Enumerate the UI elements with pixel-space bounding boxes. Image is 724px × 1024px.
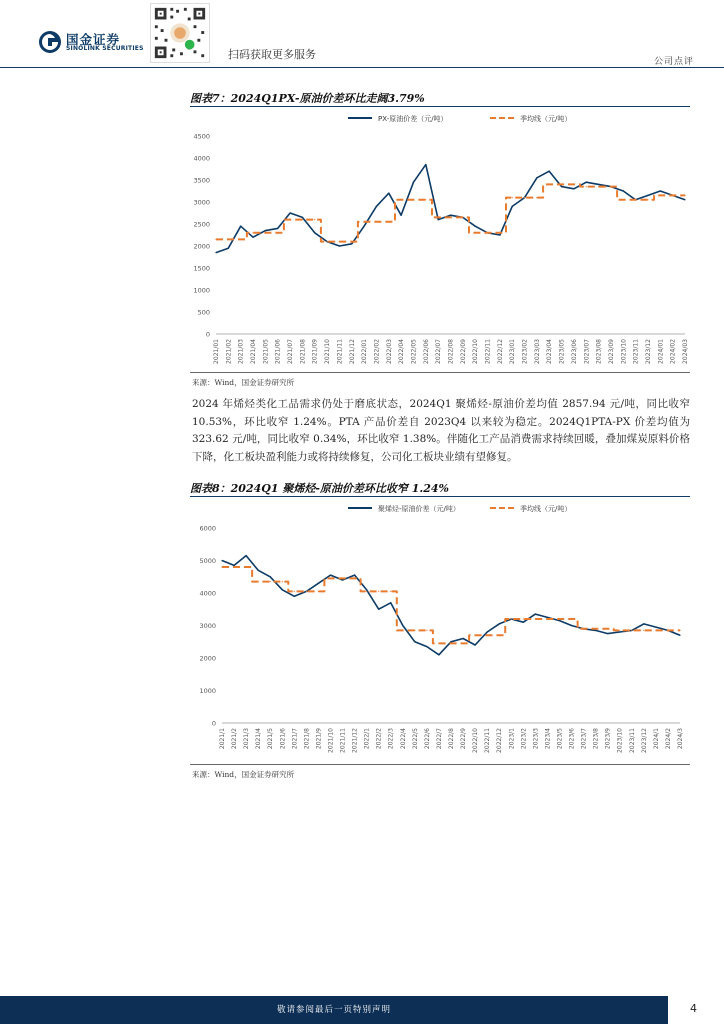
chart0-series-0-point (364, 226, 365, 227)
chart0-series-0-point (290, 212, 291, 213)
x-tick-label: 2022/09 (459, 339, 467, 364)
x-tick-label: 2024/2 (664, 728, 672, 750)
y-tick-label: 1500 (193, 264, 210, 273)
chart1-series-0-point (318, 583, 319, 584)
chart1-series-0-point (366, 589, 367, 590)
chart1-series-0-point (463, 638, 464, 639)
x-tick-label: 2021/11 (336, 339, 344, 364)
chart0-series-0-point (561, 186, 562, 187)
page-header (0, 0, 724, 68)
chart1-series-0-point (679, 635, 680, 636)
chart1-series-1-point (354, 578, 355, 579)
chart1-series-1-point (511, 618, 512, 619)
y-tick-label: 1000 (193, 286, 210, 295)
chart1-series-1-point (438, 643, 439, 644)
chart1-series-1-point (559, 618, 560, 619)
y-tick-label: 3000 (193, 198, 210, 207)
brand-name-cn: 国金证券 (66, 32, 121, 47)
chart0-series-0-point (536, 177, 537, 178)
x-tick-label: 2024/01 (657, 339, 665, 364)
sinolink-logo-icon (38, 30, 62, 54)
chart0-series-0-point (388, 193, 389, 194)
y-tick-label: 0 (211, 719, 216, 728)
x-tick-label: 2023/06 (570, 339, 578, 364)
x-tick-label: 2022/01 (361, 339, 369, 364)
chart0-series-1-point (475, 232, 476, 233)
chart0-series-1-point (524, 197, 525, 198)
x-tick-label: 2022/9 (460, 728, 468, 750)
chart0-series-1-point (499, 232, 500, 233)
chart1-series-1-point (679, 630, 680, 631)
chart0-series-1-point (302, 219, 303, 220)
chart1-series-1-point (523, 618, 524, 619)
chart1-series-0-point (607, 633, 608, 634)
chart0-series-1-point (586, 186, 587, 187)
chart0-series-0-point (512, 206, 513, 207)
x-tick-label: 2022/12 (496, 728, 504, 753)
chart1-series-0-point (619, 631, 620, 632)
chart0-series-0-point (573, 188, 574, 189)
x-tick-label: 2022/8 (448, 728, 455, 750)
chart1-series-0-point (595, 630, 596, 631)
chart1-series-0-point (475, 644, 476, 645)
y-tick-label: 2500 (193, 220, 210, 229)
x-tick-label: 2024/3 (677, 728, 684, 750)
chart0-series-1-point (610, 186, 611, 187)
chart1-series-1-point (378, 591, 379, 592)
chart0-series-0-point (438, 219, 439, 220)
chart0-series-0-point (684, 199, 685, 200)
chart0-series-1-point (351, 241, 352, 242)
x-tick-label: 2023/1 (508, 728, 516, 750)
chart1-series-1-line (222, 567, 680, 643)
chart0-legend (348, 114, 571, 123)
footer-disclaimer: 敬请参阅最后一页特别声明 (276, 1005, 391, 1015)
chart0-series-1-point (549, 184, 550, 185)
x-tick-label: 2023/07 (583, 339, 591, 364)
x-tick-label: 2023/11 (632, 339, 640, 364)
chart1-series-1-point (571, 618, 572, 619)
x-tick-label: 2022/7 (435, 728, 443, 750)
x-tick-label: 2021/04 (250, 339, 258, 364)
chart0-series-0-point (499, 234, 500, 235)
chart1-series-0-point (535, 614, 536, 615)
x-tick-label: 2023/8 (592, 728, 600, 750)
header-divider (0, 67, 724, 68)
x-tick-label: 2021/05 (262, 339, 270, 364)
chart1-series-1-point (475, 635, 476, 636)
chart0-series-1-point (672, 195, 673, 196)
x-tick-label: 2023/2 (520, 728, 528, 750)
chart1-series-0-point (450, 641, 451, 642)
scan-prompt: 扫码获取更多服务 (228, 48, 316, 61)
x-tick-label: 2021/7 (291, 728, 299, 750)
figure8-title: 图表8：2024Q1 聚烯烃-原油价差环比收窄 1.24% (190, 482, 449, 495)
chart0-series-1-point (684, 195, 685, 196)
figure8-bottom-rule (190, 764, 690, 765)
chart0-series-0-point (475, 226, 476, 227)
chart1-series-0-point (390, 602, 391, 603)
x-tick-label: 2021/8 (303, 728, 311, 750)
x-tick-label: 2023/04 (546, 339, 554, 364)
chart1-series-1-point (390, 591, 391, 592)
figure8-source: 来源：Wind，国金证券研究所 (192, 770, 295, 779)
x-tick-label: 2023/5 (556, 728, 564, 750)
chart1-series-0-point (402, 625, 403, 626)
chart0-series-1-point (290, 219, 291, 220)
x-tick-label: 2021/5 (267, 728, 275, 750)
company-logo (38, 28, 168, 58)
chart0-series-1-point (438, 217, 439, 218)
x-tick-label: 2022/11 (484, 728, 492, 753)
y-tick-label: 2000 (193, 242, 210, 251)
x-tick-label: 2021/10 (324, 339, 332, 364)
legend-label-0: PX-原油价差（元/吨） (378, 115, 448, 123)
chart0-series-1-point (425, 199, 426, 200)
chart0-series-0-point (413, 182, 414, 183)
chart1-series-0-point (330, 575, 331, 576)
chart1-series-1-point (330, 578, 331, 579)
chart1-series-1-point (258, 581, 259, 582)
x-tick-label: 2021/07 (287, 339, 295, 364)
chart1-series-0-point (342, 579, 343, 580)
analysis-paragraph: 2024 年烯烃类化工品需求仍处于磨底状态，2024Q1 聚烯烃-原油价差均值 2857.94 元/吨，同比收窄 10.53%，环比收窄 1.24%。PTA 产品价差自 2023Q4 以来较为稳定。2024Q1PTA-PX 价差均值为 323.62 元/吨，同比收窄 0.34%，环比收窄 1.38%。伴随化工产品消费需求持续回暖，叠加煤炭原料价格下降，化工板块盈利能力或将持续修复，公司化工板块业绩有望修复。 (192, 398, 690, 463)
chart1-series-0-point (354, 575, 355, 576)
chart1-series-0-point (571, 625, 572, 626)
x-tick-label: 2024/03 (682, 339, 689, 364)
y-tick-label: 6000 (199, 524, 216, 533)
chart1-series-1-point (607, 628, 608, 629)
chart1-series-1-point (487, 635, 488, 636)
x-tick-label: 2022/06 (422, 339, 430, 364)
chart0-series-1-point (536, 197, 537, 198)
chart0-series-1-point (660, 195, 661, 196)
x-tick-label: 2023/4 (544, 728, 552, 750)
chart0-series-0-point (252, 237, 253, 238)
chart0-series-1-point (228, 239, 229, 240)
x-tick-label: 2023/01 (509, 339, 517, 364)
chart0-series-1-point (277, 232, 278, 233)
chart1-series-1-point (402, 630, 403, 631)
x-tick-label: 2022/10 (472, 728, 480, 753)
chart1-series-1-point (450, 643, 451, 644)
x-tick-label: 2022/02 (373, 339, 381, 364)
chart1-series-1-point (619, 630, 620, 631)
chart1-series-0-point (282, 589, 283, 590)
chart0-series-0-point (623, 190, 624, 191)
x-tick-label: 2023/7 (580, 728, 588, 750)
x-tick-label: 2022/12 (496, 339, 504, 364)
y-tick-label: 3500 (193, 176, 210, 185)
x-tick-label: 2023/12 (640, 728, 648, 753)
chart1-series-1-point (631, 630, 632, 631)
x-tick-label: 2023/9 (604, 728, 612, 750)
brand-name-en: SINOLINK SECURITIES (66, 45, 144, 52)
chart0-series-1-point (635, 199, 636, 200)
chart0-series-0-point (265, 230, 266, 231)
chart1-series-1-point (535, 618, 536, 619)
chart0-series-1-point (623, 199, 624, 200)
chart0-series-0-point (240, 226, 241, 227)
chart0-series-0-point (228, 248, 229, 249)
chart1-series-1-point (655, 630, 656, 631)
x-tick-label: 2021/06 (274, 339, 282, 364)
chart1-series-0-point (258, 570, 259, 571)
x-tick-label: 2021/3 (243, 728, 251, 750)
y-tick-label: 4000 (199, 589, 216, 598)
chart0-series-1-point (561, 184, 562, 185)
chart1-series-1-point (426, 630, 427, 631)
x-tick-label: 2023/10 (616, 728, 624, 753)
y-tick-label: 3000 (199, 622, 216, 630)
chart1-series-1-point (547, 618, 548, 619)
chart0-series-1-point (314, 219, 315, 220)
x-tick-label: 2023/6 (568, 728, 576, 750)
x-tick-label: 2023/02 (521, 339, 529, 364)
legend-label-1: 季均线（元/吨） (520, 115, 572, 123)
x-tick-label: 2023/09 (607, 339, 615, 364)
chart1-series-0-point (414, 641, 415, 642)
chart0-series-0-point (549, 171, 550, 172)
x-tick-label: 2022/11 (484, 339, 492, 364)
chart0-series-0-line (216, 165, 685, 253)
x-tick-label: 2022/1 (363, 728, 371, 750)
x-tick-label: 2021/2 (231, 728, 239, 750)
x-tick-label: 2023/05 (558, 339, 566, 364)
chart1-series-1-point (246, 566, 247, 567)
x-tick-label: 2022/10 (472, 339, 480, 364)
chart0-series-0-point (277, 228, 278, 229)
chart0-series-1-point (413, 199, 414, 200)
y-tick-label: 1000 (199, 687, 216, 695)
chart1-series-0-point (438, 654, 439, 655)
qr-code-icon[interactable] (150, 3, 210, 63)
chart0-series-1-point (339, 241, 340, 242)
chart0-series-0-point (401, 215, 402, 216)
chart1-series-1-point (282, 581, 283, 582)
chart0-series-1-point (215, 239, 216, 240)
chart0-series-1-point (647, 199, 648, 200)
chart1-legend (348, 504, 571, 513)
x-tick-label: 2021/6 (279, 728, 287, 750)
x-tick-label: 2024/02 (669, 339, 677, 364)
chart0-series-0-point (351, 243, 352, 244)
chart1-series-1-point (643, 630, 644, 631)
x-tick-label: 2023/10 (620, 339, 628, 364)
x-tick-label: 2023/08 (595, 339, 603, 364)
x-tick-label: 2023/12 (644, 339, 652, 364)
chart1-series-0-line (222, 556, 680, 655)
chart0-series-1-point (376, 221, 377, 222)
x-tick-label: 2021/9 (315, 728, 323, 750)
y-tick-label: 5000 (199, 557, 216, 565)
chart1-series-0-point (294, 596, 295, 597)
x-tick-label: 2023/3 (532, 728, 540, 750)
figure7-bottom-rule (190, 372, 690, 373)
chart1-series-1-point (366, 591, 367, 592)
chart1-series-1-point (270, 581, 271, 582)
chart1-series-1-point (234, 566, 235, 567)
chart0-series-1-point (487, 232, 488, 233)
y-tick-label: 500 (197, 308, 210, 317)
x-tick-label: 2022/08 (447, 339, 455, 364)
figure7-top-rule (190, 106, 690, 107)
chart1-series-0-point (643, 623, 644, 624)
figure7-title: 图表7：2024Q1PX-原油价差环比走阔3.79% (190, 92, 425, 105)
chart0-series-0-point (376, 206, 377, 207)
chart0-series-0-point (314, 232, 315, 233)
x-tick-label: 2022/05 (410, 339, 418, 364)
figure8-chart (190, 498, 690, 762)
y-tick-label: 4500 (193, 132, 210, 141)
legend-label-0: 聚烯烃-原油价差（元/吨） (378, 505, 460, 513)
chart0-series-1-point (450, 217, 451, 218)
x-tick-label: 2021/01 (213, 339, 220, 364)
chart1-series-1-point (414, 630, 415, 631)
x-tick-label: 2022/6 (423, 728, 431, 750)
chart0-series-1-point (388, 221, 389, 222)
x-tick-label: 2021/12 (351, 728, 359, 753)
chart0-series-1-point (364, 221, 365, 222)
chart0-series-1-point (265, 232, 266, 233)
chart1-series-1-point (583, 628, 584, 629)
x-tick-label: 2021/02 (225, 339, 233, 364)
x-tick-label: 2023/11 (628, 728, 636, 753)
chart0-series-0-point (339, 245, 340, 246)
x-tick-label: 2022/07 (435, 339, 443, 364)
chart0-series-1-point (462, 217, 463, 218)
chart1-series-0-point (559, 620, 560, 621)
chart0-series-0-point (598, 184, 599, 185)
x-tick-label: 2024/1 (652, 728, 660, 750)
y-tick-label: 0 (205, 330, 210, 339)
chart0-series-0-point (425, 164, 426, 165)
chart1-series-0-point (378, 609, 379, 610)
chart1-series-0-point (499, 623, 500, 624)
x-tick-label: 2023/03 (533, 339, 541, 364)
chart1-series-0-point (246, 555, 247, 556)
chart0-series-1-point (573, 184, 574, 185)
y-tick-label: 4000 (193, 154, 210, 163)
chart0-series-0-point (450, 215, 451, 216)
chart0-series-1-point (512, 197, 513, 198)
chart1-series-1-point (499, 635, 500, 636)
chart1-series-1-point (342, 578, 343, 579)
chart1-series-1-point (294, 591, 295, 592)
chart1-series-0-point (221, 560, 222, 561)
figure7-chart (190, 108, 690, 370)
chart0-series-1-point (598, 186, 599, 187)
y-tick-label: 2000 (199, 654, 216, 663)
chart0-series-0-point (302, 217, 303, 218)
chart0-series-1-point (327, 241, 328, 242)
x-tick-label: 2022/04 (398, 339, 406, 364)
x-tick-label: 2021/09 (311, 339, 319, 364)
chart0-series-0-point (647, 195, 648, 196)
chart1-series-0-point (655, 627, 656, 628)
x-tick-label: 2022/2 (375, 728, 383, 750)
x-tick-label: 2022/4 (399, 728, 407, 750)
chart1-series-0-point (523, 622, 524, 623)
chart0-series-0-point (215, 252, 216, 253)
chart1-series-0-point (547, 617, 548, 618)
figure8-top-rule (190, 496, 690, 497)
report-type: 公司点评 (653, 57, 694, 67)
x-tick-label: 2021/4 (255, 728, 263, 750)
x-tick-label: 2021/11 (339, 728, 347, 753)
page-number: 4 (690, 1002, 697, 1015)
x-tick-label: 2021/1 (219, 728, 226, 750)
chart0-series-1-point (240, 239, 241, 240)
x-tick-label: 2022/5 (411, 728, 419, 750)
chart0-series-0-point (660, 190, 661, 191)
chart1-series-1-point (221, 566, 222, 567)
figure7-source: 来源：Wind，国金证券研究所 (192, 378, 295, 387)
chart1-series-0-point (487, 631, 488, 632)
x-tick-label: 2021/12 (348, 339, 356, 364)
chart1-series-1-point (306, 591, 307, 592)
chart1-series-0-point (426, 646, 427, 647)
chart1-series-0-point (270, 576, 271, 577)
x-tick-label: 2021/10 (327, 728, 335, 753)
chart1-series-1-point (463, 643, 464, 644)
chart1-series-1-point (595, 628, 596, 629)
x-tick-label: 2022/03 (385, 339, 393, 364)
chart0-series-1-point (401, 199, 402, 200)
chart0-series-0-point (586, 182, 587, 183)
chart0-series-1-line (216, 184, 685, 241)
x-tick-label: 2022/3 (387, 728, 395, 750)
legend-label-1: 季均线（元/吨） (520, 505, 572, 513)
chart1-series-1-point (318, 591, 319, 592)
chart0-series-1-point (252, 232, 253, 233)
chart1-series-0-point (234, 565, 235, 566)
x-tick-label: 2021/08 (299, 339, 307, 364)
chart1-series-1-point (667, 630, 668, 631)
x-tick-label: 2021/03 (237, 339, 245, 364)
